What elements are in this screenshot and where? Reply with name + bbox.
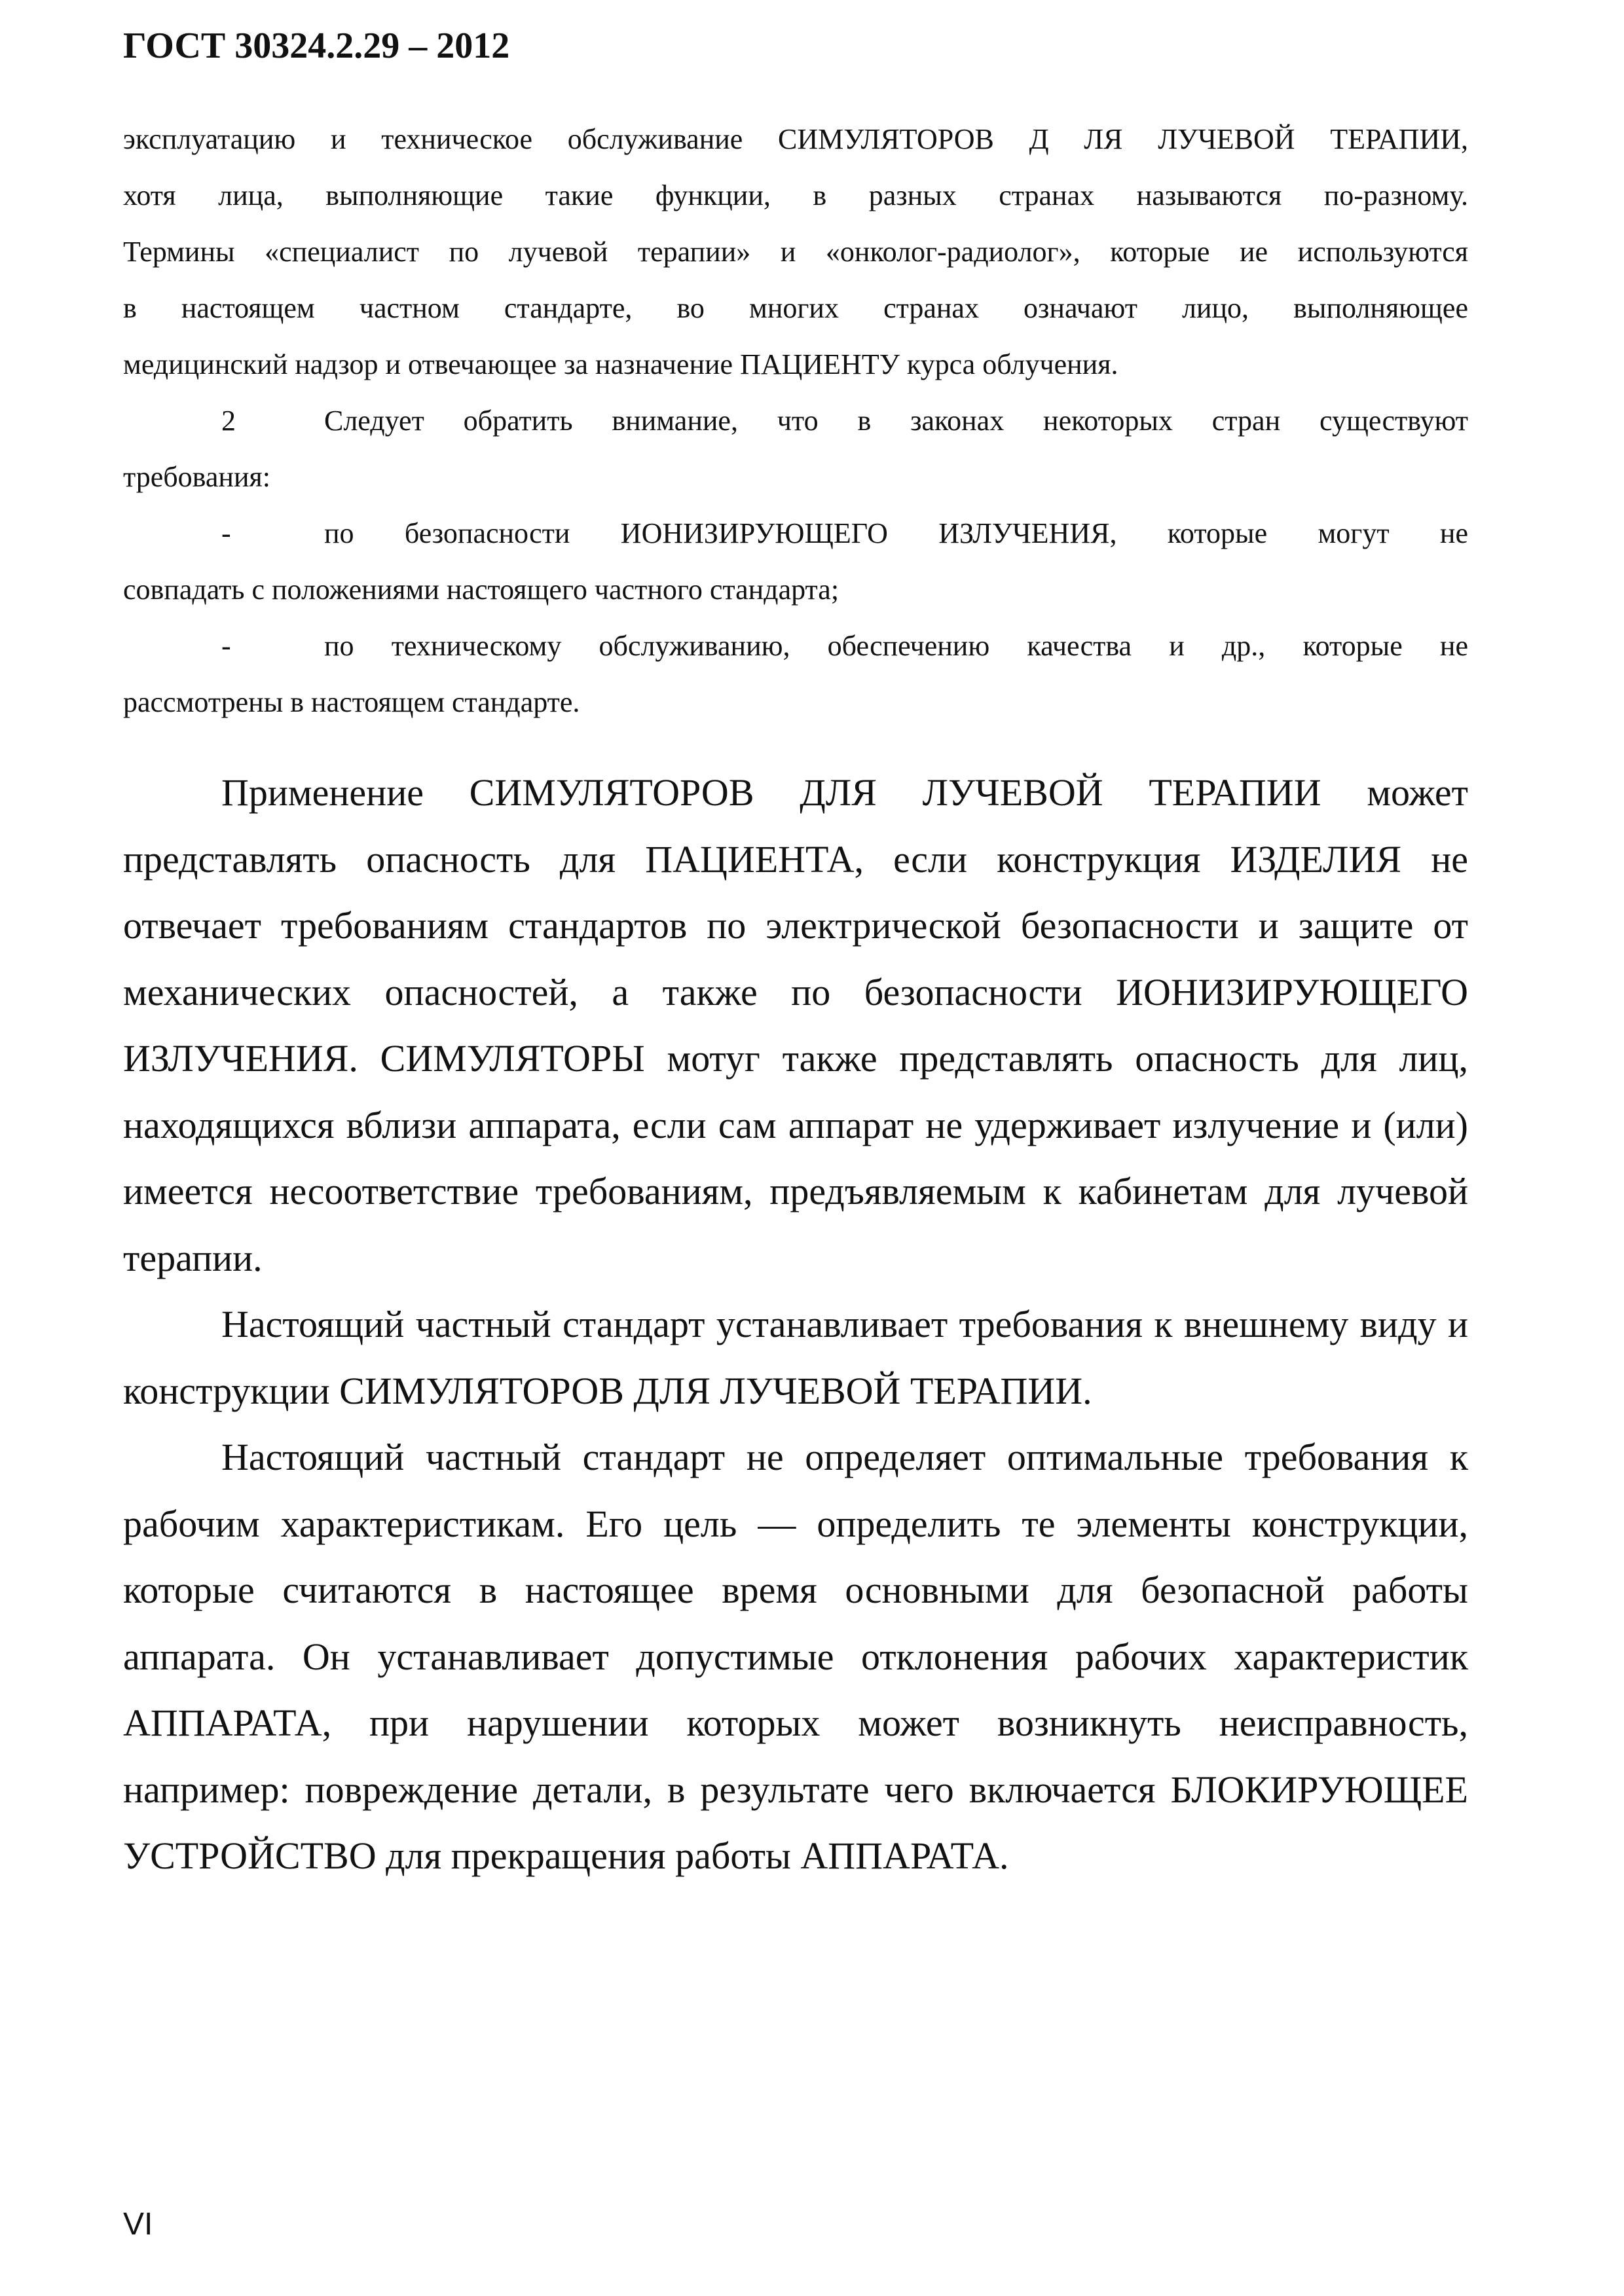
- bullet-text: по безопасности ИОНИЗИРУЮЩЕГО ИЗЛУЧЕНИЯ, которые могут не: [324, 517, 1468, 549]
- body-text: [123, 759, 1468, 1889]
- bullet-item: [123, 618, 1468, 674]
- note-line: эксплуатацию и техническое обслуживание СИМУЛЯТОРОВ Д ЛЯ ЛУЧЕВОЙ ТЕРАПИИ,: [123, 123, 1468, 155]
- note-line: медицинский надзор и отвечающее за назначение ПАЦИЕНТУ курса облучения.: [123, 348, 1118, 380]
- note-line: Термины «специалист по лучевой терапии» и «онколог-радиолог», которые ие используются: [123, 236, 1468, 268]
- note-line: рассмотрены в настоящем стандарте.: [123, 686, 580, 718]
- page-number: VI: [123, 2207, 153, 2242]
- notes-block: [123, 111, 1468, 731]
- document-header: ГОСТ 30324.2.29 – 2012: [123, 26, 510, 66]
- note-line: требования:: [123, 461, 270, 493]
- bullet-marker: -: [221, 630, 231, 662]
- note-line: хотя лица, выполняющие такие функции, в разных странах называются по-разному.: [123, 179, 1468, 211]
- body-paragraph: Настоящий частный стандарт устанавливает требования к внешнему виду и конструкции СИМУЛЯТОРОВ ДЛЯ ЛУЧЕВОЙ ТЕРАПИИ.: [123, 1303, 1468, 1412]
- bullet-item: [123, 505, 1468, 562]
- body-paragraph: Применение СИМУЛЯТОРОВ ДЛЯ ЛУЧЕВОЙ ТЕРАПИИ может представлять опасность для ПАЦИЕНТА, если конструкция ИЗДЕЛИЯ не отвечает требованиям стандартов по электрической безопасности и защите от механических опасностей, а также по безопасности ИОНИЗИРУЮЩЕГО ИЗЛУЧЕНИЯ. СИМУЛЯТОРЫ мотуг также представлять опасность для лиц, находящихся вблизи аппарата, если сам аппарат не удерживает излучение и (или) имеется несоответствие требованиям, предъявляемым к кабинетам для лучевой терапии.: [123, 771, 1468, 1279]
- note-line: совпадать с положениями настоящего частного стандарта;: [123, 574, 840, 606]
- note-line: в настоящем частном стандарте, во многих странах означают лицо, выполняющее: [123, 292, 1468, 324]
- bullet-marker: -: [221, 517, 231, 549]
- note-2: [123, 393, 1468, 449]
- body-paragraph: Настоящий частный стандарт не определяет оптимальные требования к рабочим характеристикам. Его цель — определить те элементы конструкции, которые считаются в настоящее время основными для безопасной работы аппарата. Он устанавливает допустимые отклонения рабочих характеристик АППАРАТА, при нарушении которых может возникнуть неисправность, например: повреждение детали, в результате чего включается БЛОКИРУЮЩЕЕ УСТРОЙСТВО для прекращения работы АППАРАТА.: [123, 1436, 1468, 1877]
- note-number: 2: [221, 405, 236, 437]
- note-text: Следует обратить внимание, что в законах некоторых стран существуют: [324, 405, 1468, 437]
- bullet-text: по техническому обслуживанию, обеспечению качества и др., которые не: [324, 630, 1468, 662]
